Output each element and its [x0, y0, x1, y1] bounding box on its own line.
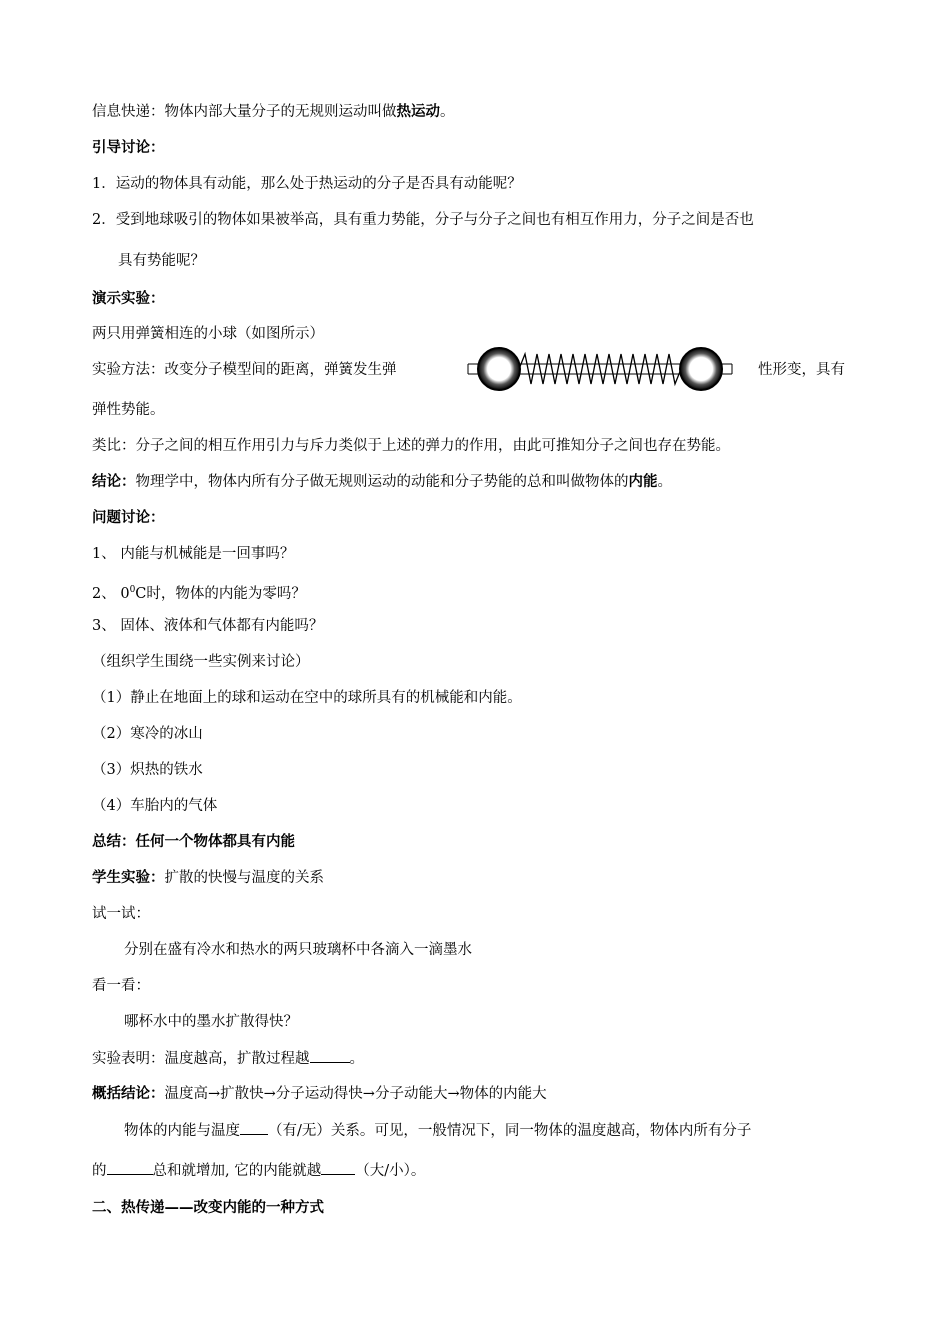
- try-text: 分别在盛有冷水和热水的两只玻璃杯中各滴入一滴墨水: [124, 942, 472, 958]
- conclusion-line: 结论：物理学中，物体内所有分子做无规则运动的动能和分子势能的总和叫做物体的内能。: [92, 474, 672, 490]
- heading-guided-discussion: 引导讨论：: [92, 140, 165, 156]
- section-2-heading: 二、热传递——改变内能的一种方式: [92, 1200, 324, 1216]
- question-2: 2．受到地球吸引的物体如果被举高，具有重力势能，分子与分子之间也有相互作用力，分子之间是否也: [92, 212, 754, 228]
- result-line: 实验表明：温度越高，扩散过程越 。: [92, 1048, 364, 1069]
- method-line-right: 性形变，具有: [758, 362, 845, 378]
- issue-3: 3、 固体、液体和气体都有内能吗？: [92, 618, 324, 634]
- relation-line-1: 物体的内能与温度 （有/无）关系。可见，一般情况下，同一物体的温度越高，物体内所有分子: [124, 1120, 751, 1141]
- generalized-conclusion: 概括结论：温度高→扩散快→分子运动得快→分子动能大→物体的内能大: [92, 1086, 547, 1102]
- question-2-cont: 具有势能呢？: [118, 253, 205, 269]
- heading-issue-discussion: 问题讨论：: [92, 510, 165, 526]
- analogy-line: 类比：分子之间的相互作用引力与斥力类似于上述的弹力的作用，由此可推知分子之间也存在势能。: [92, 438, 730, 454]
- student-experiment-line: 学生实验：扩散的快慢与温度的关系: [92, 870, 324, 886]
- heading-demo-experiment: 演示实验：: [92, 291, 165, 307]
- ball-right: [680, 348, 722, 390]
- answer-blank[interactable]: [240, 1120, 268, 1135]
- organize-note: （组织学生围绕一些实例来讨论）: [92, 654, 310, 670]
- example-3: （3）炽热的铁水: [92, 762, 203, 778]
- question-1: 1．运动的物体具有动能，那么处于热运动的分子是否具有动能呢？: [92, 176, 522, 192]
- issue-1: 1、 内能与机械能是一回事吗？: [92, 546, 295, 562]
- try-label: 试一试：: [92, 906, 150, 922]
- answer-blank[interactable]: [107, 1160, 153, 1175]
- look-text: 哪杯水中的墨水扩散得快？: [124, 1014, 298, 1030]
- method-continuation: 弹性势能。: [92, 402, 165, 418]
- term-thermal-motion: 热运动: [396, 104, 440, 120]
- ball-left: [478, 348, 520, 390]
- example-2: （2）寒冷的冰山: [92, 726, 203, 742]
- info-line: 信息快递：物体内部大量分子的无规则运动叫做热运动。: [92, 104, 455, 120]
- term-internal-energy: 内能: [628, 474, 658, 490]
- spring-balls-figure: [465, 344, 735, 394]
- answer-blank[interactable]: [310, 1048, 350, 1063]
- summary-line: 总结：任何一个物体都具有内能: [92, 834, 295, 850]
- method-line-left: 实验方法：改变分子模型间的距离，弹簧发生弹: [92, 362, 397, 378]
- look-label: 看一看：: [92, 978, 150, 994]
- relation-line-2: 的 总和就增加, 它的内能就越 （大/小）。: [92, 1160, 425, 1181]
- answer-blank[interactable]: [321, 1160, 355, 1175]
- demo-description: 两只用弹簧相连的小球（如图所示）: [92, 326, 324, 342]
- example-1: （1）静止在地面上的球和运动在空中的球所具有的机械能和内能。: [92, 690, 522, 706]
- issue-2: 2、 $0^0C$时，物体的内能为零吗？: [92, 585, 306, 602]
- spring-coil: [519, 354, 681, 384]
- example-4: （4）车胎内的气体: [92, 798, 218, 814]
